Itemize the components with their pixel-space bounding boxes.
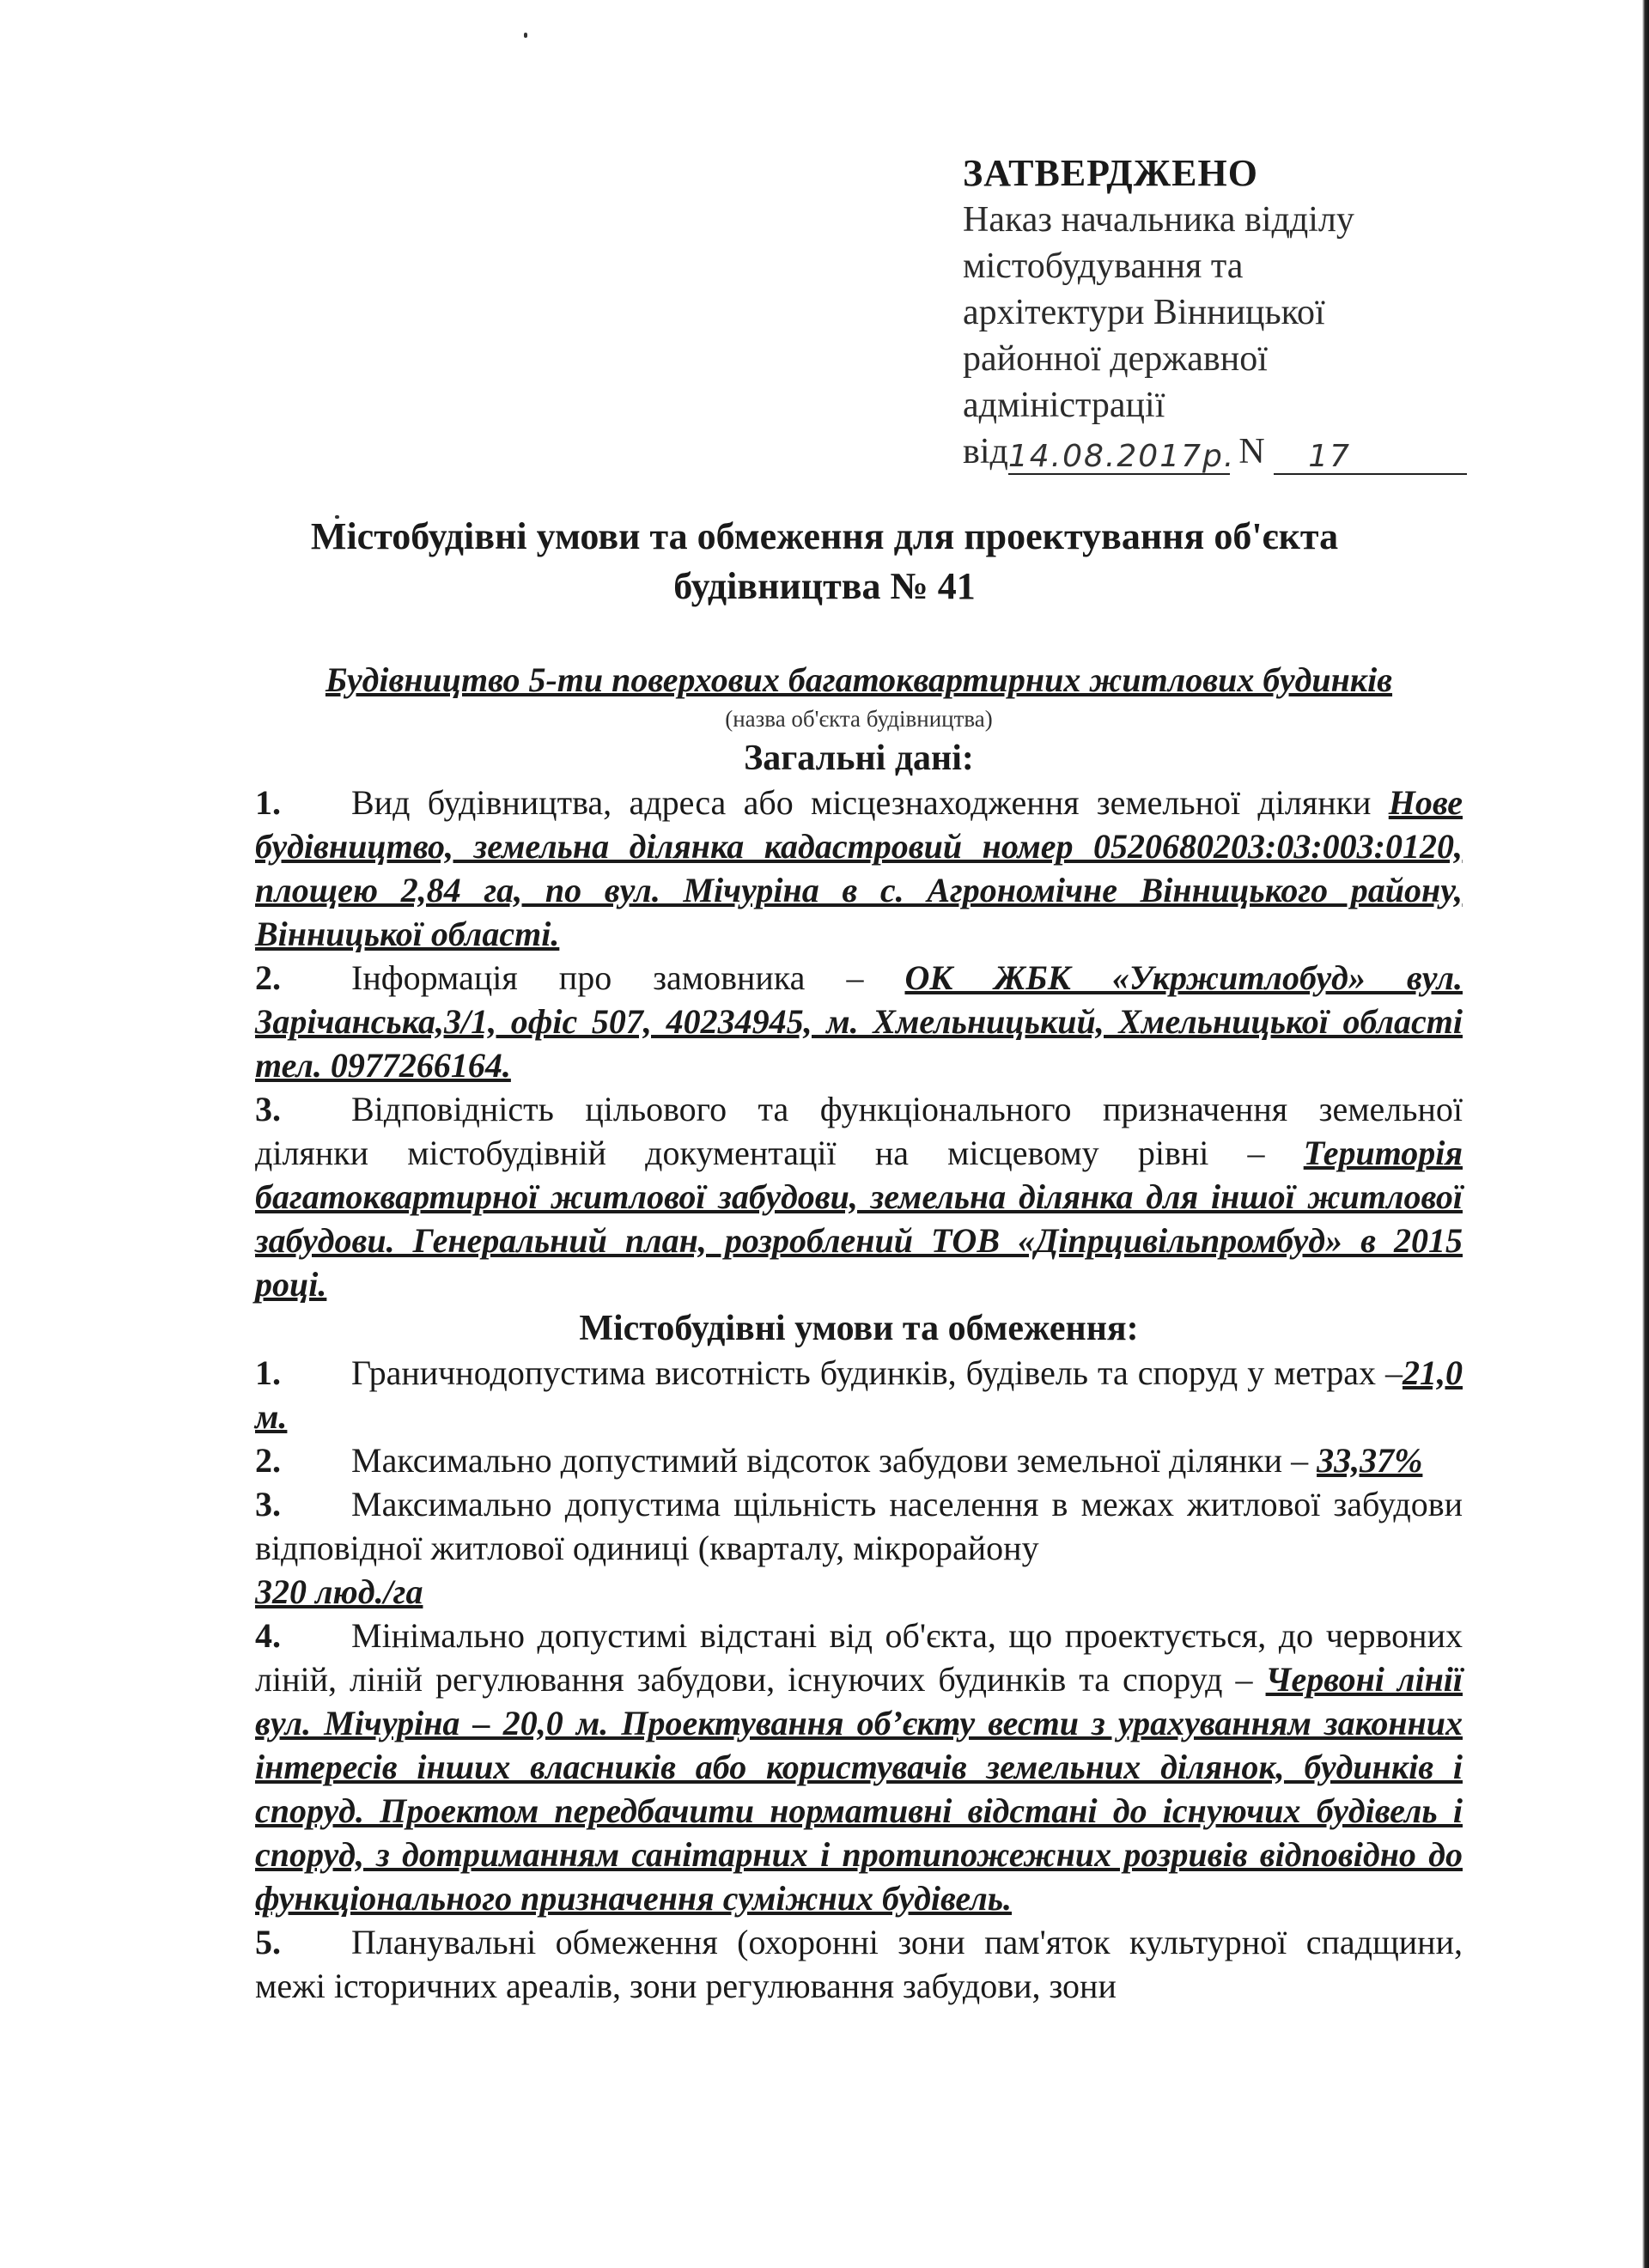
item-text: Граничнодопустима висотність будинків, будівель та споруд у метрах – <box>351 1353 1403 1392</box>
item-value: Червоні лінії вул. Мічуріна – 20,0 м. Проектування об’єкту вести з урахуванням законних інтересів інших власників або користувачів земельних ділянок, будинків і споруд. Проектом передбачити нормативні відстані до існуючих будівель і споруд, з дотриманням санітарних і протипожежних розривів відповідно до функціонального призначення суміжних будівель. <box>255 1660 1463 1918</box>
conditions-heading: Містобудівні умови та обмеження: <box>579 1309 1139 1348</box>
general-item <box>255 956 1463 1087</box>
general-item <box>255 781 1463 956</box>
item-number: 1. <box>255 1353 281 1392</box>
item-value: 21,0 м. <box>255 1353 1463 1436</box>
item-number: 2. <box>255 958 281 997</box>
number-label: N <box>1238 432 1265 471</box>
approval-block <box>963 150 1495 475</box>
item-number: 4. <box>255 1616 281 1655</box>
scan-speck <box>524 33 527 38</box>
approval-line: районної державної <box>963 339 1268 379</box>
item-value: Нове будівництво, земельна ділянка кадастровий номер 0520680203:03:003:0120, площею 2,84 га, по вул. Мічуріна в с. Агрономічне Вінницького району, Вінницької області. <box>255 783 1463 953</box>
item-text: Інформація про замовника – <box>351 958 864 997</box>
item-value: 320 люд./га <box>255 1572 423 1611</box>
item-text: Мінімально допустимі відстані від об'єкта, що проектується, до червоних ліній, ліній регулювання забудови, існуючих будинків та споруд – <box>255 1616 1463 1699</box>
item-text: Відповідність цільового та функціонального призначення земельної ділянки містобудівній документації на місцевому рівні – <box>255 1090 1463 1172</box>
condition-item <box>255 1482 1463 1614</box>
general-item <box>255 1087 1463 1306</box>
approval-line: Наказ начальника відділу <box>963 200 1354 240</box>
title-line-2: будівництва № 41 <box>673 565 976 607</box>
item-number: 2. <box>255 1441 281 1480</box>
condition-item <box>255 1614 1463 1920</box>
item-text: Планувальні обмеження (охоронні зони пам'яток культурної спадщини, межі історичних ареалів, зони регулювання забудови, зони <box>255 1923 1463 2005</box>
approval-line: адміністрації <box>963 386 1165 425</box>
handwritten-number: 17 <box>1308 439 1352 474</box>
condition-item <box>255 1920 1463 2008</box>
date-prefix: від <box>963 432 1008 471</box>
item-text: Максимально допустима щільність населення в межах житлової забудови відповідної житлової одиниці (кварталу, мікрорайону <box>255 1485 1463 1567</box>
date-blank <box>1007 432 1236 475</box>
document-body <box>255 658 1463 2008</box>
condition-item <box>255 1438 1463 1482</box>
general-heading: Загальні дані: <box>744 739 974 778</box>
item-value: Територія багатоквартирної житлової забудови, земельна ділянка для іншої житлової забудови. Генеральний план, розроблений ТОВ «Діпрцивільпромбуд» в 2015 році. <box>255 1134 1463 1304</box>
number-blank <box>1274 432 1467 475</box>
scan-page-edge <box>1642 0 1649 2268</box>
item-number: 3. <box>255 1090 281 1128</box>
approval-line: містобудування та <box>963 246 1244 286</box>
item-number: 5. <box>255 1923 281 1961</box>
object-caption: (назва об'єкта будівництва) <box>725 706 993 732</box>
item-value: ОК ЖБК «Укржитлобуд» вул. Зарічанська,3/1, офіс 507, 40234945, м. Хмельницький, Хмельницької області тел. 0977266164. <box>255 958 1463 1085</box>
document-title <box>258 512 1391 611</box>
handwritten-date: 14.08.2017р. <box>1007 439 1236 474</box>
item-text: Вид будівництва, адреса або місцезнаходження земельної ділянки <box>351 783 1372 822</box>
approval-date-line <box>963 429 1495 475</box>
item-text: Максимально допустимий відсоток забудови земельної ділянки – <box>351 1441 1309 1480</box>
approval-line: архітектури Вінницької <box>963 293 1325 332</box>
object-name: Будівництво 5-ти поверхових багатоквартирних житлових будинків <box>325 660 1393 699</box>
approval-heading: ЗАТВЕРДЖЕНО <box>963 152 1258 194</box>
item-number: 1. <box>255 783 281 822</box>
condition-item <box>255 1351 1463 1438</box>
item-number: 3. <box>255 1485 281 1523</box>
title-line-1: Містобудівні умови та обмеження для проектування об'єкта <box>310 515 1339 557</box>
item-value: 33,37% <box>1317 1441 1423 1480</box>
